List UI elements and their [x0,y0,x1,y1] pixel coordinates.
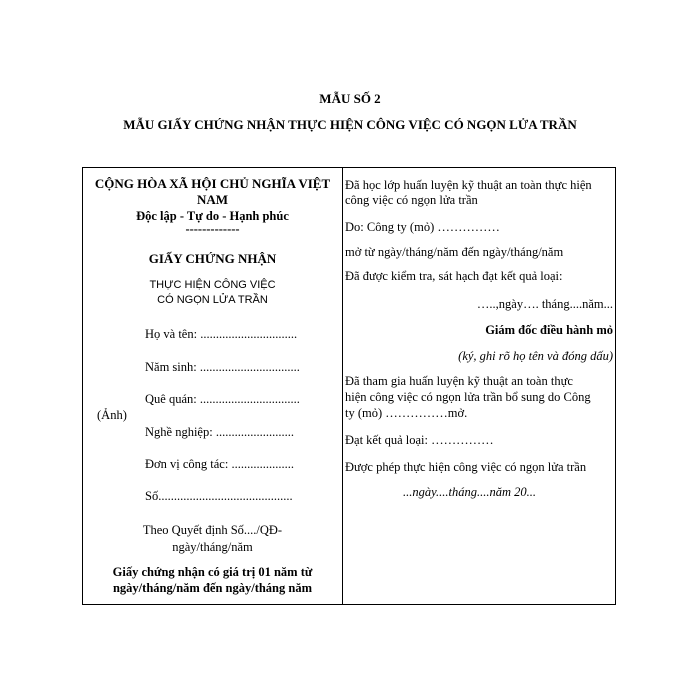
motto-separator: ------------- [185,222,240,236]
issue-date: …..,ngày…. tháng....năm... [476,297,613,311]
field-work-unit: Đơn vị công tác: .................... [145,457,294,471]
supplementary-date: ...ngày....tháng....năm 20... [403,485,536,499]
certificate-title: GIẤY CHỨNG NHẬN [148,251,277,266]
test-result-statement: Đã được kiểm tra, sát hạch đạt kết quả loại: [345,269,563,283]
trained-line1: Đã học lớp huấn luyện kỹ thuật an toàn thực hiện [345,178,592,192]
field-hometown: Quê quán: ................................ [145,392,300,406]
photo-placeholder: (Ảnh) [97,408,127,422]
column-divider [342,168,343,604]
certificate-subtitle-line1: THỰC HIỆN CÔNG VIỆC [149,279,276,291]
national-motto: Độc lập - Tự do - Hạnh phúc [136,209,289,223]
certificate-table [82,167,616,605]
form-number: MẪU SỐ 2 [319,91,381,106]
form-title: MẪU GIẤY CHỨNG NHẬN THỰC HIỆN CÔNG VIỆC CÓ NGỌN LỬA TRẦN [123,117,577,132]
trained-line2: công việc có ngọn lửa trần [345,193,478,207]
validity-line1: Giấy chứng nhận có giá trị 01 năm từ [112,565,313,579]
training-period: mở từ ngày/tháng/năm đến ngày/tháng/năm [345,245,564,259]
director-title: Giám đốc điều hành mỏ [485,323,613,337]
organizing-company: Do: Công ty (mỏ) …………… [345,220,500,234]
validity-line2: ngày/tháng/năm đến ngày/tháng năm [112,581,312,595]
country-name-line1: CỘNG HÒA XÃ HỘI CHỦ NGHĨA VIỆT [94,176,331,191]
field-full-name: Họ và tên: ............................... [145,327,298,341]
field-certificate-number: Số........................................... [145,489,293,503]
field-birth-year: Năm sinh: ................................ [145,360,300,374]
decision-line2: ngày/tháng/năm [172,540,253,554]
field-occupation: Nghề nghiệp: ......................... [145,425,294,439]
supplementary-line2: hiện công việc có ngọn lửa trần bổ sung do Công [345,390,591,404]
supplementary-line3: ty (mỏ) ……………mở. [345,406,468,420]
decision-line1: Theo Quyết định Số..../QĐ- [142,523,283,537]
certificate-subtitle-line2: CÓ NGỌN LỬA TRẦN [157,294,268,306]
country-name-line2: NAM [196,192,229,207]
supplementary-result: Đạt kết quả loại: …………… [345,433,494,447]
signature-note: (ký, ghi rõ họ tên và đóng dấu) [458,349,613,363]
supplementary-line1: Đã tham gia huấn luyện kỹ thuật an toàn thực [345,374,573,388]
permission-statement: Được phép thực hiện công việc có ngọn lửa trần [345,460,587,474]
